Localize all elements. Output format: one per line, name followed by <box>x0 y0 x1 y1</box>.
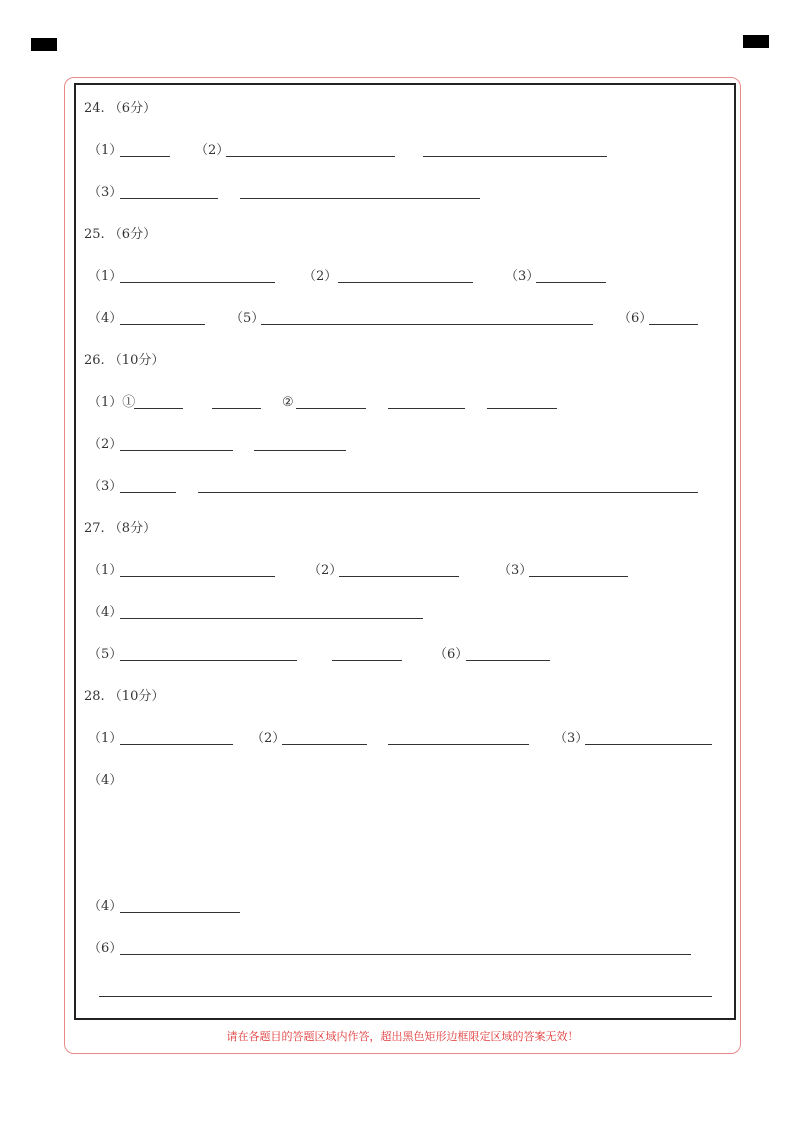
q28-part-1-label: （1） <box>88 731 123 746</box>
answer-line[interactable] <box>254 450 346 451</box>
answer-line[interactable] <box>339 576 459 577</box>
answer-line[interactable] <box>282 744 367 745</box>
answer-line[interactable] <box>585 744 712 745</box>
q25-part-5-label: （5） <box>230 311 265 326</box>
q27-part-1-label: （1） <box>88 563 123 578</box>
question-28-heading: 28. （10分） <box>84 689 165 704</box>
alignment-mark-left <box>31 38 57 51</box>
answer-line[interactable] <box>388 408 465 409</box>
answer-line[interactable] <box>466 660 550 661</box>
answer-line[interactable] <box>120 954 691 955</box>
answer-line[interactable] <box>120 324 205 325</box>
answer-line[interactable] <box>134 408 183 409</box>
answer-area-notice: 请在各题目的答题区域内作答，超出黑色矩形边框限定区域的答案无效！ <box>226 1030 579 1043</box>
question-25-heading: 25. （6分） <box>84 227 157 242</box>
answer-line[interactable] <box>120 660 297 661</box>
q27-part-4-label: （4） <box>88 605 123 620</box>
answer-line[interactable] <box>261 324 593 325</box>
q26-part-2-label: （2） <box>88 437 123 452</box>
answer-line[interactable] <box>529 576 628 577</box>
answer-line[interactable] <box>120 744 233 745</box>
question-26-heading: 26. （10分） <box>84 353 165 368</box>
answer-line[interactable] <box>120 492 176 493</box>
answer-line[interactable] <box>120 156 170 157</box>
answer-line[interactable] <box>388 744 529 745</box>
answer-line[interactable] <box>226 156 395 157</box>
q28-part-2-label: （2） <box>251 731 286 746</box>
q25-part-4-label: （4） <box>88 311 123 326</box>
answer-line[interactable] <box>338 282 473 283</box>
answer-line[interactable] <box>240 198 480 199</box>
answer-line[interactable] <box>120 450 233 451</box>
q25-part-2-label: （2） <box>303 269 338 284</box>
question-24-heading: 24. （6分） <box>84 101 157 116</box>
q27-part-3-label: （3） <box>498 563 533 578</box>
q25-part-6-label: （6） <box>618 311 653 326</box>
q27-part-6-label: （6） <box>434 647 469 662</box>
q24-part-2-label: （2） <box>195 143 230 158</box>
question-27-heading: 27. （8分） <box>84 521 157 536</box>
q26-part-1-sub-2-label: ② <box>282 395 294 410</box>
q28-part-4-label: （4） <box>88 773 123 788</box>
answer-line[interactable] <box>120 912 240 913</box>
q28-part-6-label: （6） <box>88 941 123 956</box>
answer-line[interactable] <box>296 408 366 409</box>
q25-part-3-label: （3） <box>505 269 540 284</box>
answer-line[interactable] <box>487 408 557 409</box>
alignment-mark-right <box>743 35 769 48</box>
q28-part-3-label: （3） <box>554 731 589 746</box>
q25-part-1-label: （1） <box>88 269 123 284</box>
answer-area-inner-border <box>74 83 736 1020</box>
answer-line[interactable] <box>649 324 698 325</box>
answer-line[interactable] <box>198 492 698 493</box>
q26-part-3-label: （3） <box>88 479 123 494</box>
answer-line[interactable] <box>212 408 261 409</box>
q26-part-1-label: （1）① <box>88 395 136 410</box>
q24-part-1-label: （1） <box>88 143 123 158</box>
answer-line[interactable] <box>423 156 607 157</box>
answer-line[interactable] <box>99 996 712 997</box>
answer-line[interactable] <box>120 282 275 283</box>
answer-line[interactable] <box>120 576 275 577</box>
q27-part-2-label: （2） <box>308 563 343 578</box>
q27-part-5-label: （5） <box>88 647 123 662</box>
answer-line[interactable] <box>120 618 423 619</box>
answer-line[interactable] <box>332 660 402 661</box>
answer-line[interactable] <box>536 282 606 283</box>
answer-line[interactable] <box>120 198 218 199</box>
q24-part-3-label: （3） <box>88 185 123 200</box>
q28-part-4b-label: （4） <box>88 899 123 914</box>
